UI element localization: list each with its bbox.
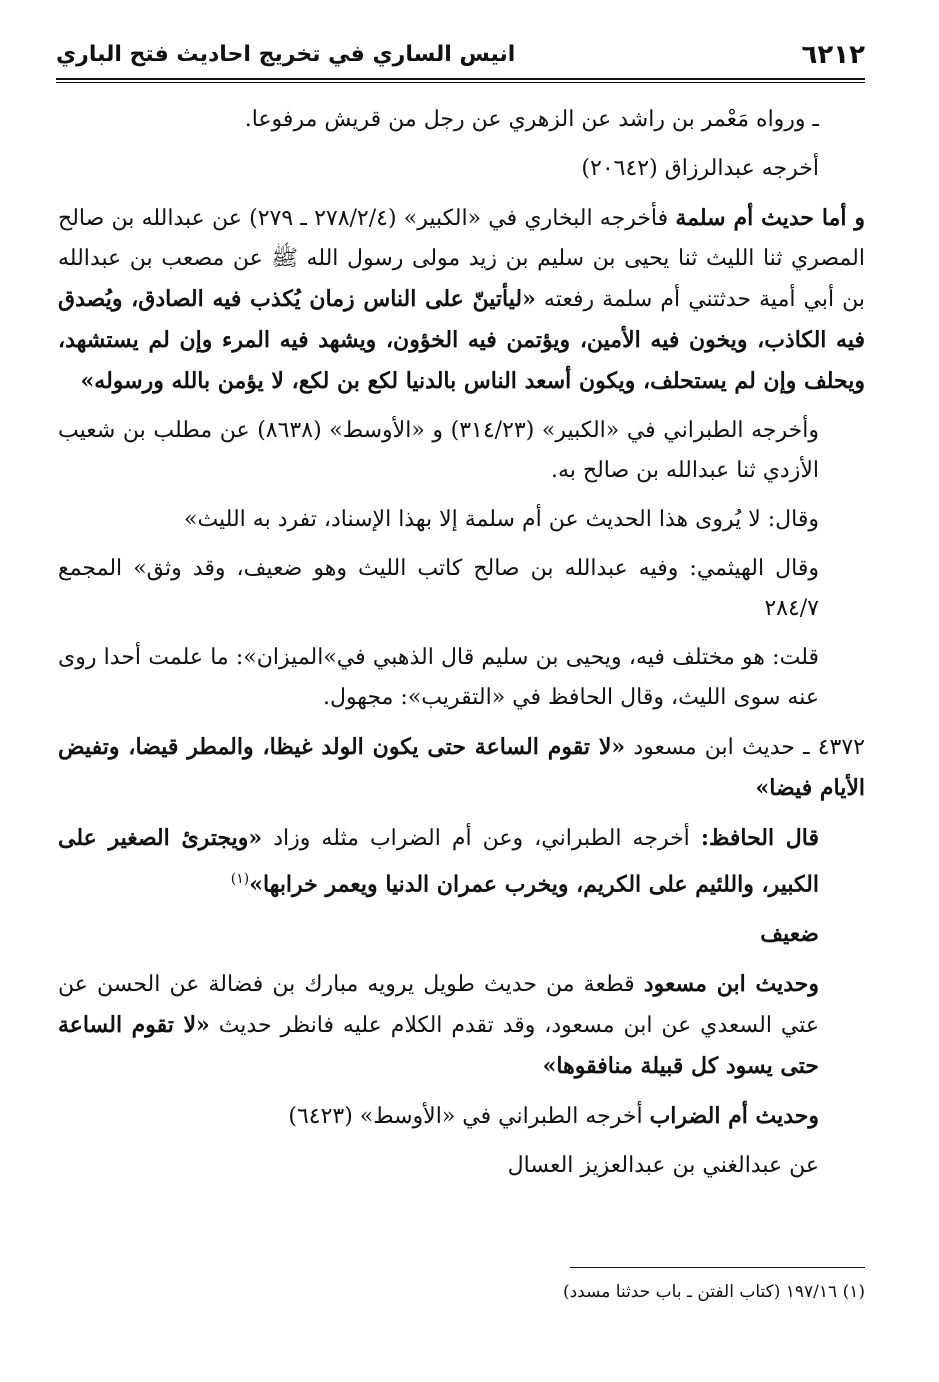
running-title: انيس الساري في تخريج احاديث فتح الباري <box>56 42 516 67</box>
grading-label <box>58 914 865 955</box>
section-heading: و أما حديث أم سلمة <box>675 205 865 231</box>
hadith-text: «لا تقوم الساعة حتى يكون الولد غيظا، والمطر قيضا، وتفيض الأيام فيضا» <box>58 734 865 801</box>
section-heading: وحديث أم الضراب <box>649 1103 819 1130</box>
section-heading: وحديث ابن مسعود <box>643 971 820 998</box>
paragraph-text: أخرجه الطبراني، وعن أم الضراب مثله وزاد <box>262 826 701 851</box>
paragraph-2: أخرجه عبدالرزاق (٢٠٦٤٢) <box>581 156 819 181</box>
paragraph-9 <box>58 818 865 905</box>
paragraph-5: وقال: لا يُروى هذا الحديث عن أم سلمة إلا بهذا الإسناد، تفرد به الليث» <box>183 507 819 532</box>
footnote-rule <box>570 1267 865 1268</box>
paragraph-13: عن عبدالغني بن عبدالعزيز العسال <box>507 1153 819 1179</box>
paragraph-12 <box>58 1096 865 1137</box>
paragraph-8 <box>58 727 865 809</box>
header-rule <box>56 78 865 80</box>
paragraph-text: أخرجه الطبراني في «الأوسط» (٦٤٢٣) <box>288 1104 650 1130</box>
paragraph-3 <box>58 198 865 402</box>
hadith-text: «لا تقوم الساعة حتى يسود كل قبيلة منافقوها» <box>58 1012 819 1080</box>
page-number: ٦٢١٢ <box>801 40 865 70</box>
page-header <box>56 38 865 72</box>
paragraph-text: فأخرجه البخاري في «الكبير» (٢٧٨/٢/٤ ـ ٢٧٩) عن عبدالله بن صالح المصري ثنا الليث ثنا يحيى بن سليم بن زيد مولى رسول الله ﷺ عن مصعب بن عبدالله بن أبي أمية حدثتني أم سلمة رفعته <box>58 206 866 312</box>
page-body <box>58 100 865 1195</box>
grading-text: ضعيف <box>760 921 819 948</box>
section-heading: قال الحافظ: <box>700 825 820 851</box>
footnote-reference[interactable]: (١) <box>230 871 250 887</box>
paragraph-6: وقال الهيثمي: وفيه عبدالله بن صالح كاتب الليث وهو ضعيف، وقد وثق» المجمع ٢٨٤/٧ <box>58 556 819 621</box>
hadith-text: «ليأتينّ على الناس زمان يُكذب فيه الصادق، ويُصدق فيه الكاذب، ويخون فيه الأمين، ويؤتمن فيه الخؤون، ويشهد فيه المرء وإن لم يستشهد، ويحلف وإن لم يستحلف، ويكون أسعد الناس بالدنيا لكع بن لكع، لا يؤمن بالله ورسوله» <box>58 286 865 394</box>
paragraph-11 <box>58 964 865 1087</box>
hadith-text: «ويجترئ الصغير على الكبير، واللئيم على الكريم، ويخرب عمران الدنيا ويعمر خرابها» <box>58 825 819 898</box>
paragraph-7: قلت: هو مختلف فيه، ويحيى بن سليم قال الذهبي في»الميزان»: ما علمت أحدا روى عنه سوى الليث، وقال الحافظ في «التقريب»: مجهول. <box>58 645 819 710</box>
header-rule-thin <box>56 82 865 83</box>
paragraph-4: وأخرجه الطبراني في «الكبير» (٣١٤/٢٣) و «الأوسط» (٨٦٣٨) عن مطلب بن شعيب الأزدي ثنا عبدالله بن صالح به. <box>58 418 819 483</box>
footnote: (١) ١٩٧/١٦ (كتاب الفتن ـ باب حدثنا مسدد) <box>562 1282 865 1302</box>
paragraph-text: قطعة من حديث طويل يرويه مبارك بن فضالة عن الحسن عن عتي السعدي عن ابن مسعود، وقد تقدم الكلام عليه فانظر حديث <box>58 972 820 1039</box>
hadith-number: ٤٣٧٢ ـ حديث ابن مسعود <box>625 735 865 760</box>
paragraph-1: ـ ورواه مَعْمر بن راشد عن الزهري عن رجل من قريش مرفوعا. <box>244 107 819 132</box>
